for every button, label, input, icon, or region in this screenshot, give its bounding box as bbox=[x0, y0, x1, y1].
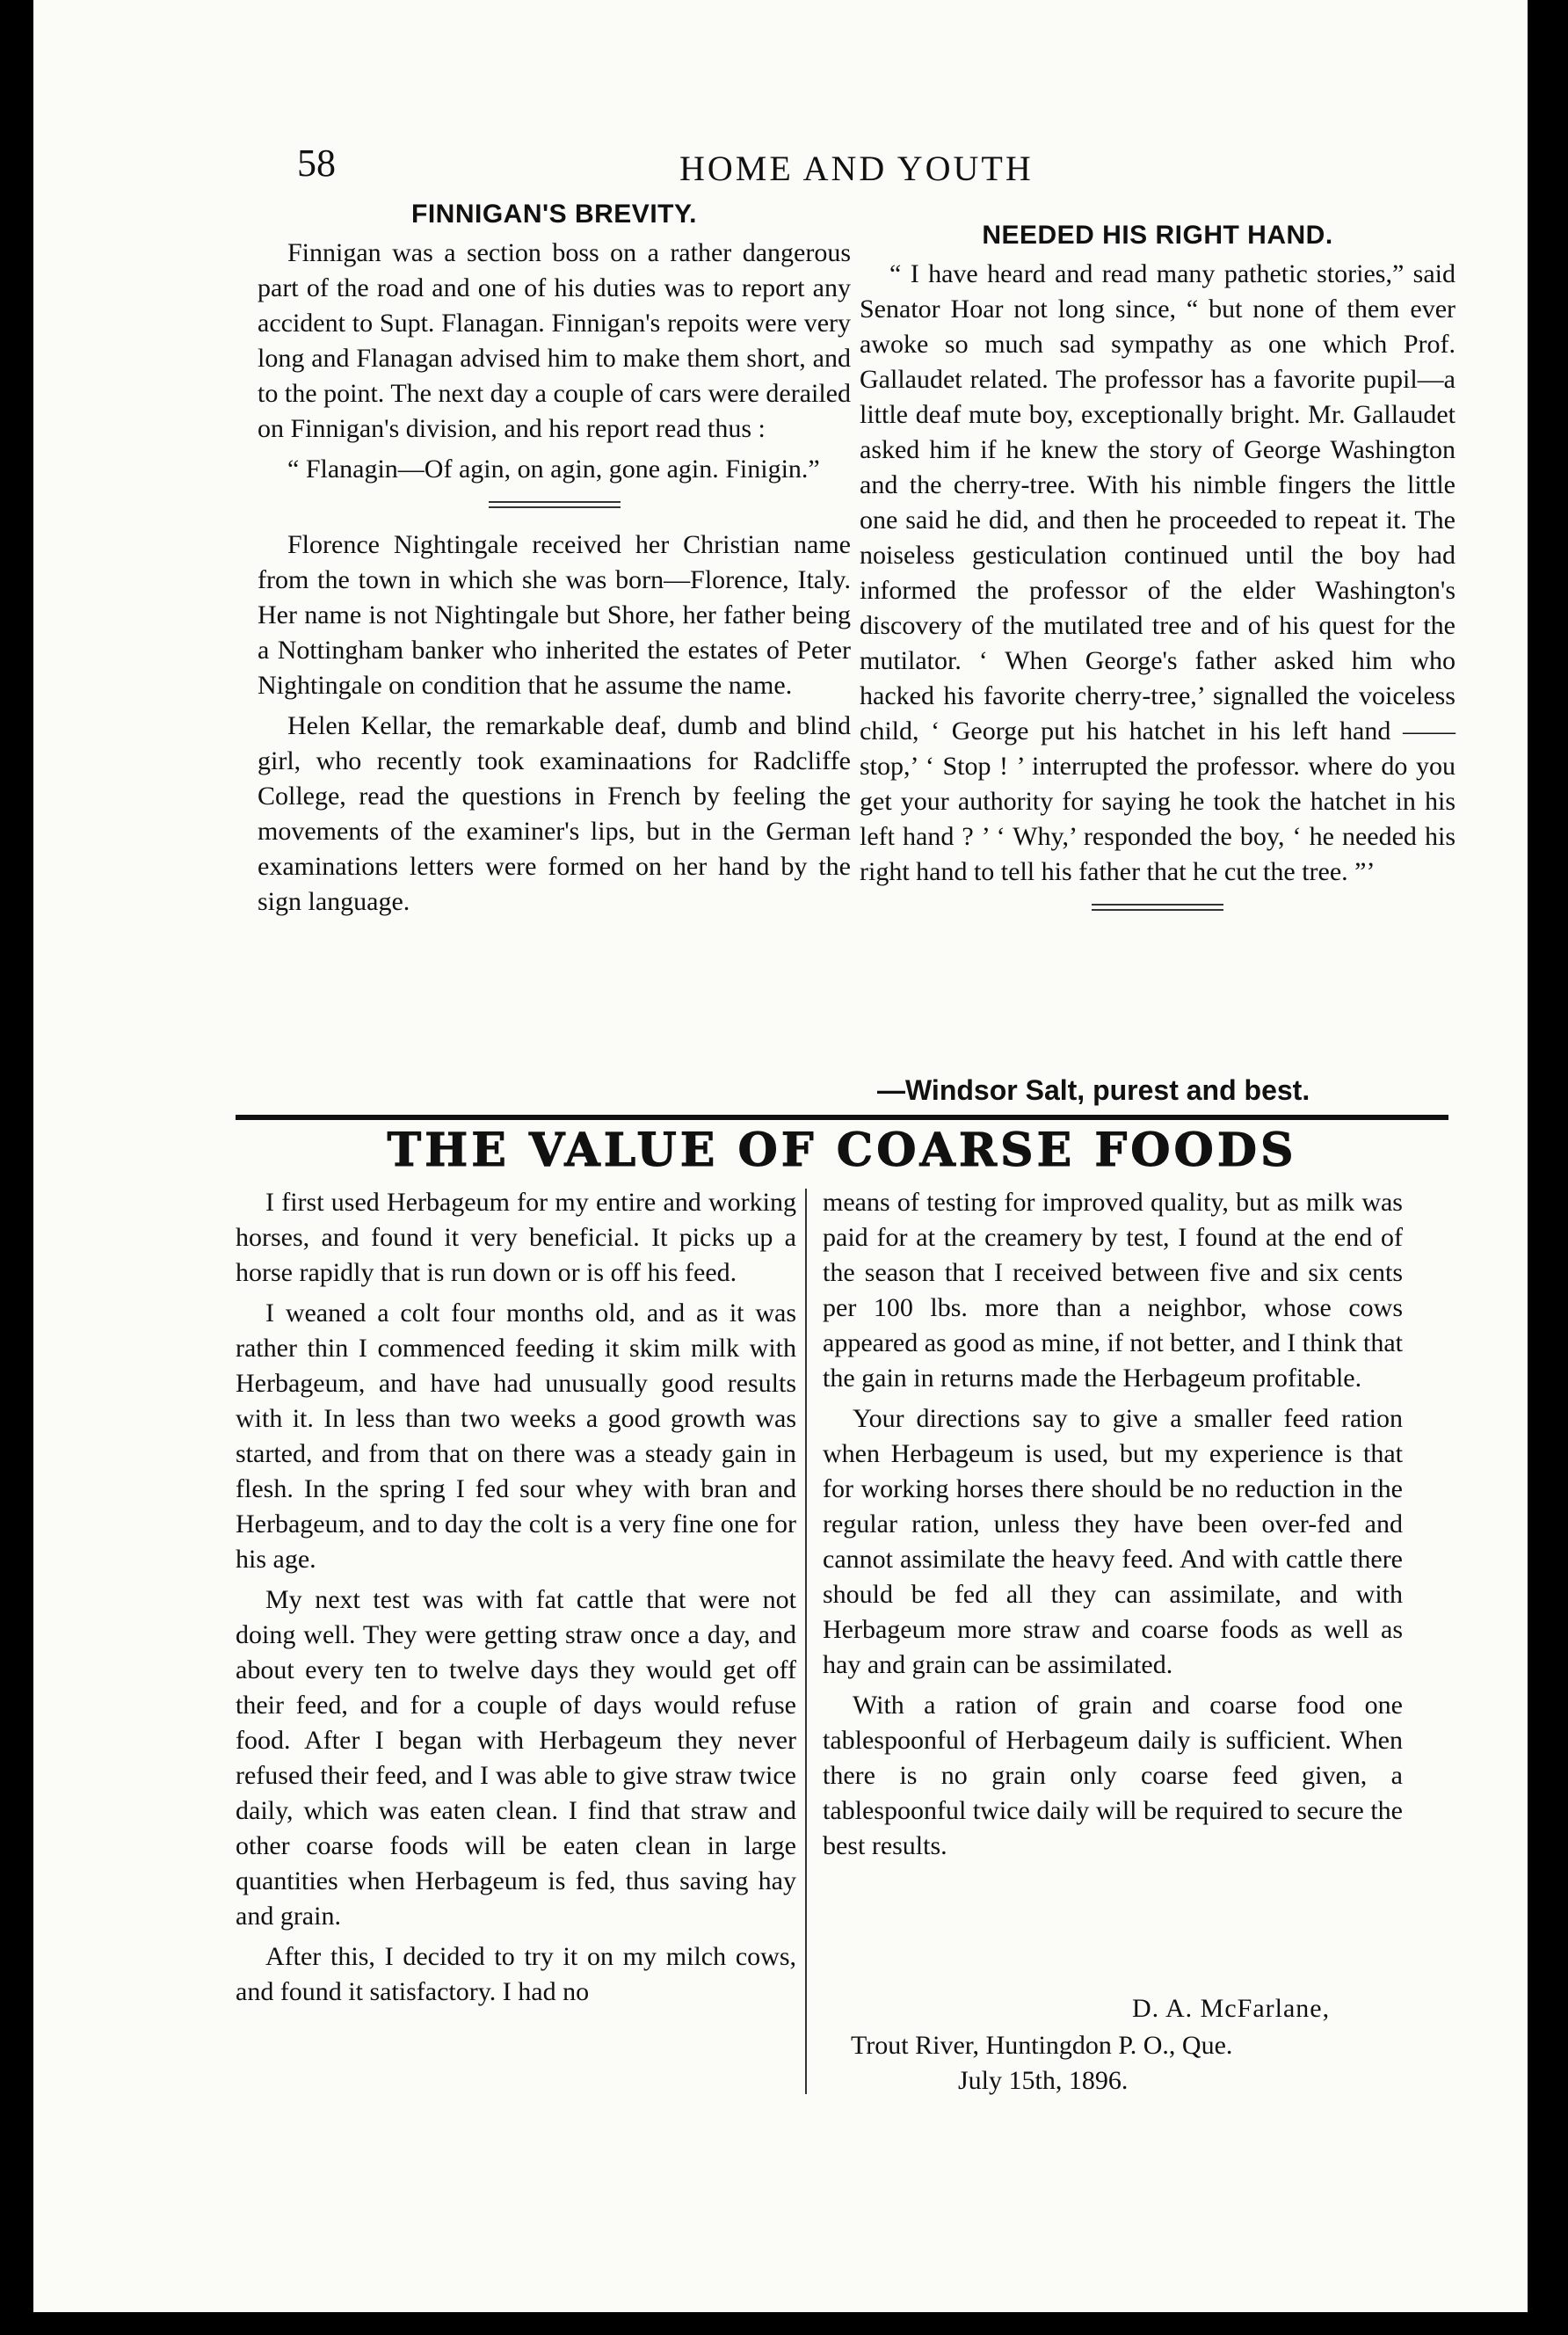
page bbox=[33, 0, 1528, 2312]
right-column bbox=[860, 218, 1455, 930]
nightingale-paragraph: Florence Nightingale received her Christian name from the town in which she was born—Florence, Italy. Her name is not Nightingale but Shore, her father being a Nottingham banker who inherited the estates of Peter Nightingale on condition that he assume the name. bbox=[258, 530, 851, 700]
herbageum-paragraph-3: My next test was with fat cattle that were not doing well. They were getting straw once a day, and about every ten to twelve days they would get off their feed, and for a couple of days would refuse food. After I began with Herbageum they never refused their feed, and I was able to give straw twice daily, which was eaten clean. I find that straw and other coarse foods will be eaten clean in large quantities when Herbageum is fed, thus saving hay and grain. bbox=[236, 1585, 796, 1931]
double-rule-divider-right bbox=[1092, 904, 1223, 911]
left-column bbox=[258, 197, 851, 920]
right-hand-paragraph: “ I have heard and read many pathetic stories,” said Senator Hoar not long since, “ but none of them ever awoke so much sad sympathy as one which Prof. Gallaudet related. The professor has a favorite pupil—a little deaf mute boy, exceptionally bright. Mr. Gallaudet asked him if he knew the story of George Washington and the cherry-tree. With his nimble fingers the little one said he did, and then he proceeded to repeat it. The noiseless gesticulation continued until the boy had informed the professor of the elder Washington's discovery of the mutilated tree and of his quest for the mutilator. ‘ When George's father asked him who hacked his favorite cherry-tree,’ signalled the voiceless child, ‘ George put his hatchet in his left hand ——stop,’ ‘ Stop ! ’ interrupted the professor. where do you get your authority for saying he took the hatchet in his left hand ? ’ ‘ Why,’ responded the boy, ‘ he needed his right hand to tell his father that he cut the tree. ”’ bbox=[860, 259, 1455, 886]
herbageum-paragraph-7: With a ration of grain and coarse food one tablespoonful of Herbageum daily is sufficient. When there is no grain only coarse feed given, a tablespoonful twice daily will be required to secure the best results. bbox=[823, 1691, 1403, 1860]
finnigan-paragraph: Finnigan was a section boss on a rather dangerous part of the road and one of his duties was to report any accident to Supt. Flanagan. Finnigan's repoits were very long and Flanagan advised him to make them short, and to the point. The next day a couple of cars were derailed on Finnigan's division, and his report read thus : bbox=[258, 238, 851, 443]
double-rule-divider bbox=[489, 501, 621, 508]
signature-place: Trout River, Huntingdon P. O., Que. bbox=[851, 2031, 1233, 2060]
page-number: 58 bbox=[297, 142, 336, 185]
herbageum-paragraph-4: After this, I decided to try it on my milch cows, and found it satisfactory. I had no bbox=[236, 1942, 796, 2006]
finnigan-heading: FINNIGAN'S BREVITY. bbox=[411, 200, 697, 229]
running-head: HOME AND YOUTH bbox=[679, 149, 1034, 188]
herbageum-paragraph-6: Your directions say to give a smaller feed ration when Herbageum is used, but my experience is that for working horses there should be no reduction in the regular ration, unless they have been over-fed and cannot assimilate the heavy feed. And with cattle there should be fed all they can assimilate, and with Herbageum more straw and coarse foods as well as hay and grain can be assimilated. bbox=[823, 1404, 1403, 1679]
signature-name: D. A. McFarlane, bbox=[1132, 1994, 1331, 2023]
right-hand-heading: NEEDED HIS RIGHT HAND. bbox=[982, 221, 1333, 250]
section-rule bbox=[236, 1115, 1448, 1120]
column-rule bbox=[805, 1189, 807, 2094]
kellar-paragraph: Helen Kellar, the remarkable deaf, dumb and blind girl, who recently took examinaations for Radcliffe College, read the questions in French by feeling the movements of the examiner's lips, but in the German examinations letters were formed on her hand by the sign language. bbox=[258, 711, 851, 916]
signature-date: July 15th, 1896. bbox=[958, 2066, 1129, 2095]
finnigan-quote: “ Flanagin—Of agin, on agin, gone agin. Finigin.” bbox=[287, 455, 820, 484]
bottom-left-column bbox=[236, 1185, 796, 2010]
coarse-foods-title: THE VALUE OF COARSE FOODS bbox=[387, 1124, 1297, 1177]
herbageum-paragraph-2: I weaned a colt four months old, and as it was rather thin I commenced feeding it skim milk with Herbageum, and have had unusually good results with it. In less than two weeks a good growth was started, and from that on there was a steady gain in flesh. In the spring I fed sour whey with bran and Herbageum, and to day the colt is a very fine one for his age. bbox=[236, 1298, 796, 1574]
bottom-right-column bbox=[823, 1185, 1403, 1864]
herbageum-paragraph-5: means of testing for improved quality, but as milk was paid for at the creamery by test, I found at the end of the season that I received between five and six cents per 100 lbs. more than a neighbor, whose cows appeared as good as mine, if not better, and I think that the gain in returns made the Herbageum profitable. bbox=[823, 1188, 1403, 1393]
herbageum-paragraph-1: I first used Herbageum for my entire and working horses, and found it very beneficial. It picks up a horse rapidly that is run down or is off his feed. bbox=[236, 1188, 796, 1287]
windsor-salt-line: —Windsor Salt, purest and best. bbox=[877, 1074, 1310, 1106]
